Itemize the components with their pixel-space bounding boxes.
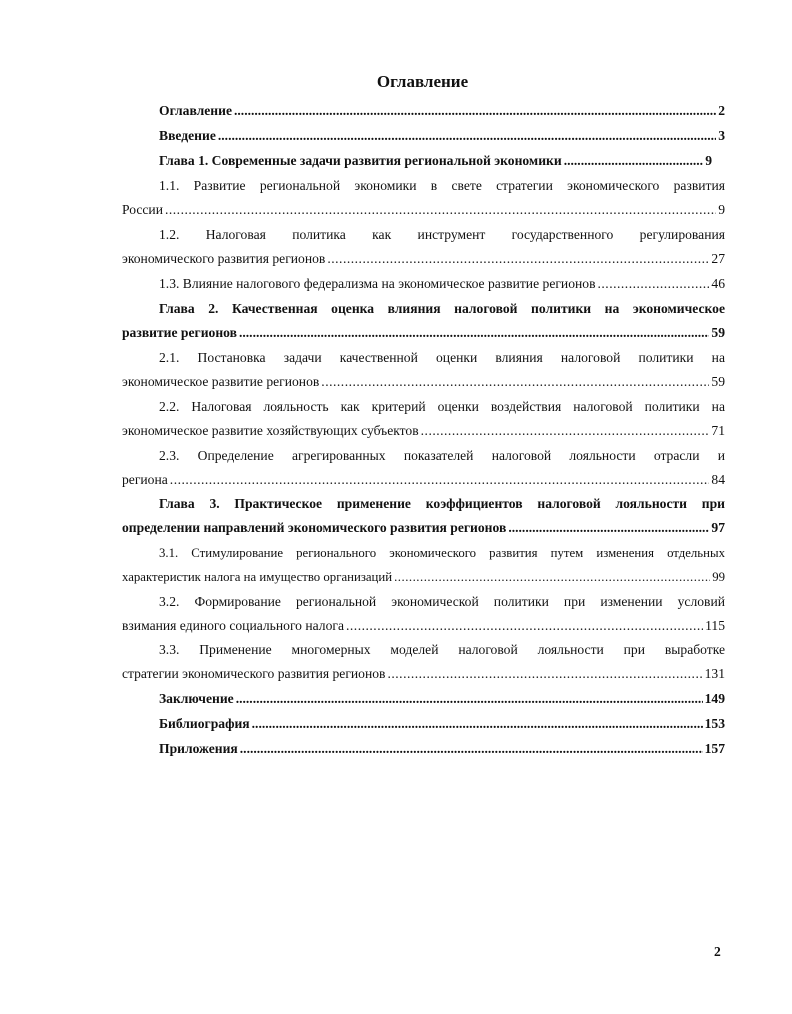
toc-entry-3-1-line1[interactable]: 3.1. Стимулирование регионального экономического развития путем изменения отдельных: [159, 546, 725, 560]
toc-entry-label: характеристик налога на имущество организаций: [122, 570, 393, 584]
toc-entry-conclusion[interactable]: [159, 691, 725, 709]
dot-leader: [239, 325, 709, 341]
toc-page-number: 131: [704, 666, 725, 681]
toc-page-number: 46: [711, 276, 725, 291]
toc-entry-label: экономическое развитие регионов: [122, 374, 320, 389]
toc-page-number: 71: [711, 423, 725, 438]
toc-page-number: 3: [718, 128, 725, 143]
dot-leader: [598, 276, 710, 292]
dot-leader: [394, 569, 710, 585]
dot-leader: [240, 741, 703, 757]
toc-entry-chapter-1[interactable]: [159, 153, 712, 171]
toc-entry-label: России: [122, 202, 163, 217]
dot-leader: [234, 103, 716, 119]
toc-page-number: 59: [711, 374, 725, 389]
dot-leader: [327, 251, 709, 267]
toc-entry-label: развитие регионов: [122, 325, 237, 340]
toc-entry-label: взимания единого социального налога: [122, 618, 344, 633]
page-number: 2: [714, 944, 721, 959]
toc-entry-bibliography[interactable]: [159, 716, 725, 734]
toc-entry-appendices[interactable]: [159, 741, 725, 759]
toc-entry-label: Библиография: [159, 716, 250, 731]
toc-entry-label: стратегии экономического развития регионов: [122, 666, 386, 681]
dot-leader: [346, 618, 703, 634]
toc-entry-1-3[interactable]: [159, 276, 725, 294]
toc-entry-label: региона: [122, 472, 168, 487]
toc-page-number: 2: [718, 103, 725, 118]
page-title: Оглавление: [376, 72, 469, 91]
dot-leader: [387, 666, 702, 682]
toc-entry-1-1-line2[interactable]: [122, 202, 725, 220]
toc-page-number: 59: [711, 325, 725, 340]
toc-page-number: 9: [705, 153, 712, 168]
toc-entry-2-1-line2[interactable]: [122, 374, 725, 392]
toc-entry-label: Введение: [159, 128, 216, 143]
toc-entry-3-2-line2[interactable]: [122, 618, 725, 636]
toc-page-number: 84: [711, 472, 725, 487]
toc-entry-2-2-line1[interactable]: 2.2. Налоговая лояльность как критерий оценки воздействия налоговой политики на: [159, 399, 725, 414]
toc-entry-label: экономического развития регионов: [122, 251, 326, 266]
toc-entry-label: Глава 1. Современные задачи развития региональной экономики: [159, 153, 562, 168]
toc-entry-3-2-line1[interactable]: 3.2. Формирование региональной экономической политики при изменении условий: [159, 594, 725, 609]
toc-entry-label: Приложения: [159, 741, 238, 756]
toc-page-number: 157: [704, 741, 725, 756]
toc-entry-3-3-line2[interactable]: [122, 666, 725, 684]
toc-entry-chapter-3-line2[interactable]: [122, 520, 725, 538]
toc-page-number: 115: [705, 618, 725, 633]
toc-entry-chapter-2-line2[interactable]: [122, 325, 725, 343]
toc-entry-2-3-line1[interactable]: 2.3. Определение агрегированных показателей налоговой лояльности отрасли и: [159, 448, 725, 463]
toc-page-number: 97: [711, 520, 725, 535]
toc-entry-label: Оглавление: [159, 103, 232, 118]
toc-page-number: 99: [712, 570, 725, 584]
toc-entry-label: Заключение: [159, 691, 234, 706]
toc-page-number: 9: [718, 202, 725, 217]
toc-entry-introduction[interactable]: [159, 128, 725, 146]
dot-leader: [564, 153, 704, 169]
toc-entry-1-2-line2[interactable]: [122, 251, 725, 269]
toc-entry-label: 1.3. Влияние налогового федерализма на экономическое развитие регионов: [159, 276, 596, 291]
toc-page-number: 153: [704, 716, 725, 731]
toc-entry-2-3-line2[interactable]: [122, 472, 725, 490]
toc-entry-chapter-2-line1[interactable]: Глава 2. Качественная оценка влияния налоговой политики на экономическое: [159, 301, 725, 316]
toc-entry-contents[interactable]: [159, 103, 725, 121]
toc-page-number: 149: [704, 691, 725, 706]
dot-leader: [165, 202, 716, 218]
dot-leader: [321, 374, 709, 390]
toc-entry-2-1-line1[interactable]: 2.1. Постановка задачи качественной оценки влияния налоговой политики на: [159, 350, 725, 365]
dot-leader: [218, 128, 716, 144]
dot-leader: [252, 716, 703, 732]
toc-entry-chapter-3-line1[interactable]: Глава 3. Практическое применение коэффициентов налоговой лояльности при: [159, 496, 725, 511]
toc-entry-1-2-line1[interactable]: 1.2. Налоговая политика как инструмент государственного регулирования: [159, 227, 725, 242]
toc-entry-3-1-line2[interactable]: [122, 569, 725, 587]
toc-entry-3-3-line1[interactable]: 3.3. Применение многомерных моделей налоговой лояльности при выработке: [159, 642, 725, 657]
dot-leader: [170, 472, 710, 488]
toc-page-number: 27: [711, 251, 725, 266]
dot-leader: [508, 520, 709, 536]
dot-leader: [236, 691, 703, 707]
toc-entry-1-1-line1[interactable]: 1.1. Развитие региональной экономики в свете стратегии экономического развития: [159, 178, 725, 193]
toc-entry-label: экономическое развитие хозяйствующих субъектов: [122, 423, 419, 438]
toc-entry-label: определении направлений экономического развития регионов: [122, 520, 507, 535]
toc-entry-2-2-line2[interactable]: [122, 423, 725, 441]
dot-leader: [421, 423, 710, 439]
